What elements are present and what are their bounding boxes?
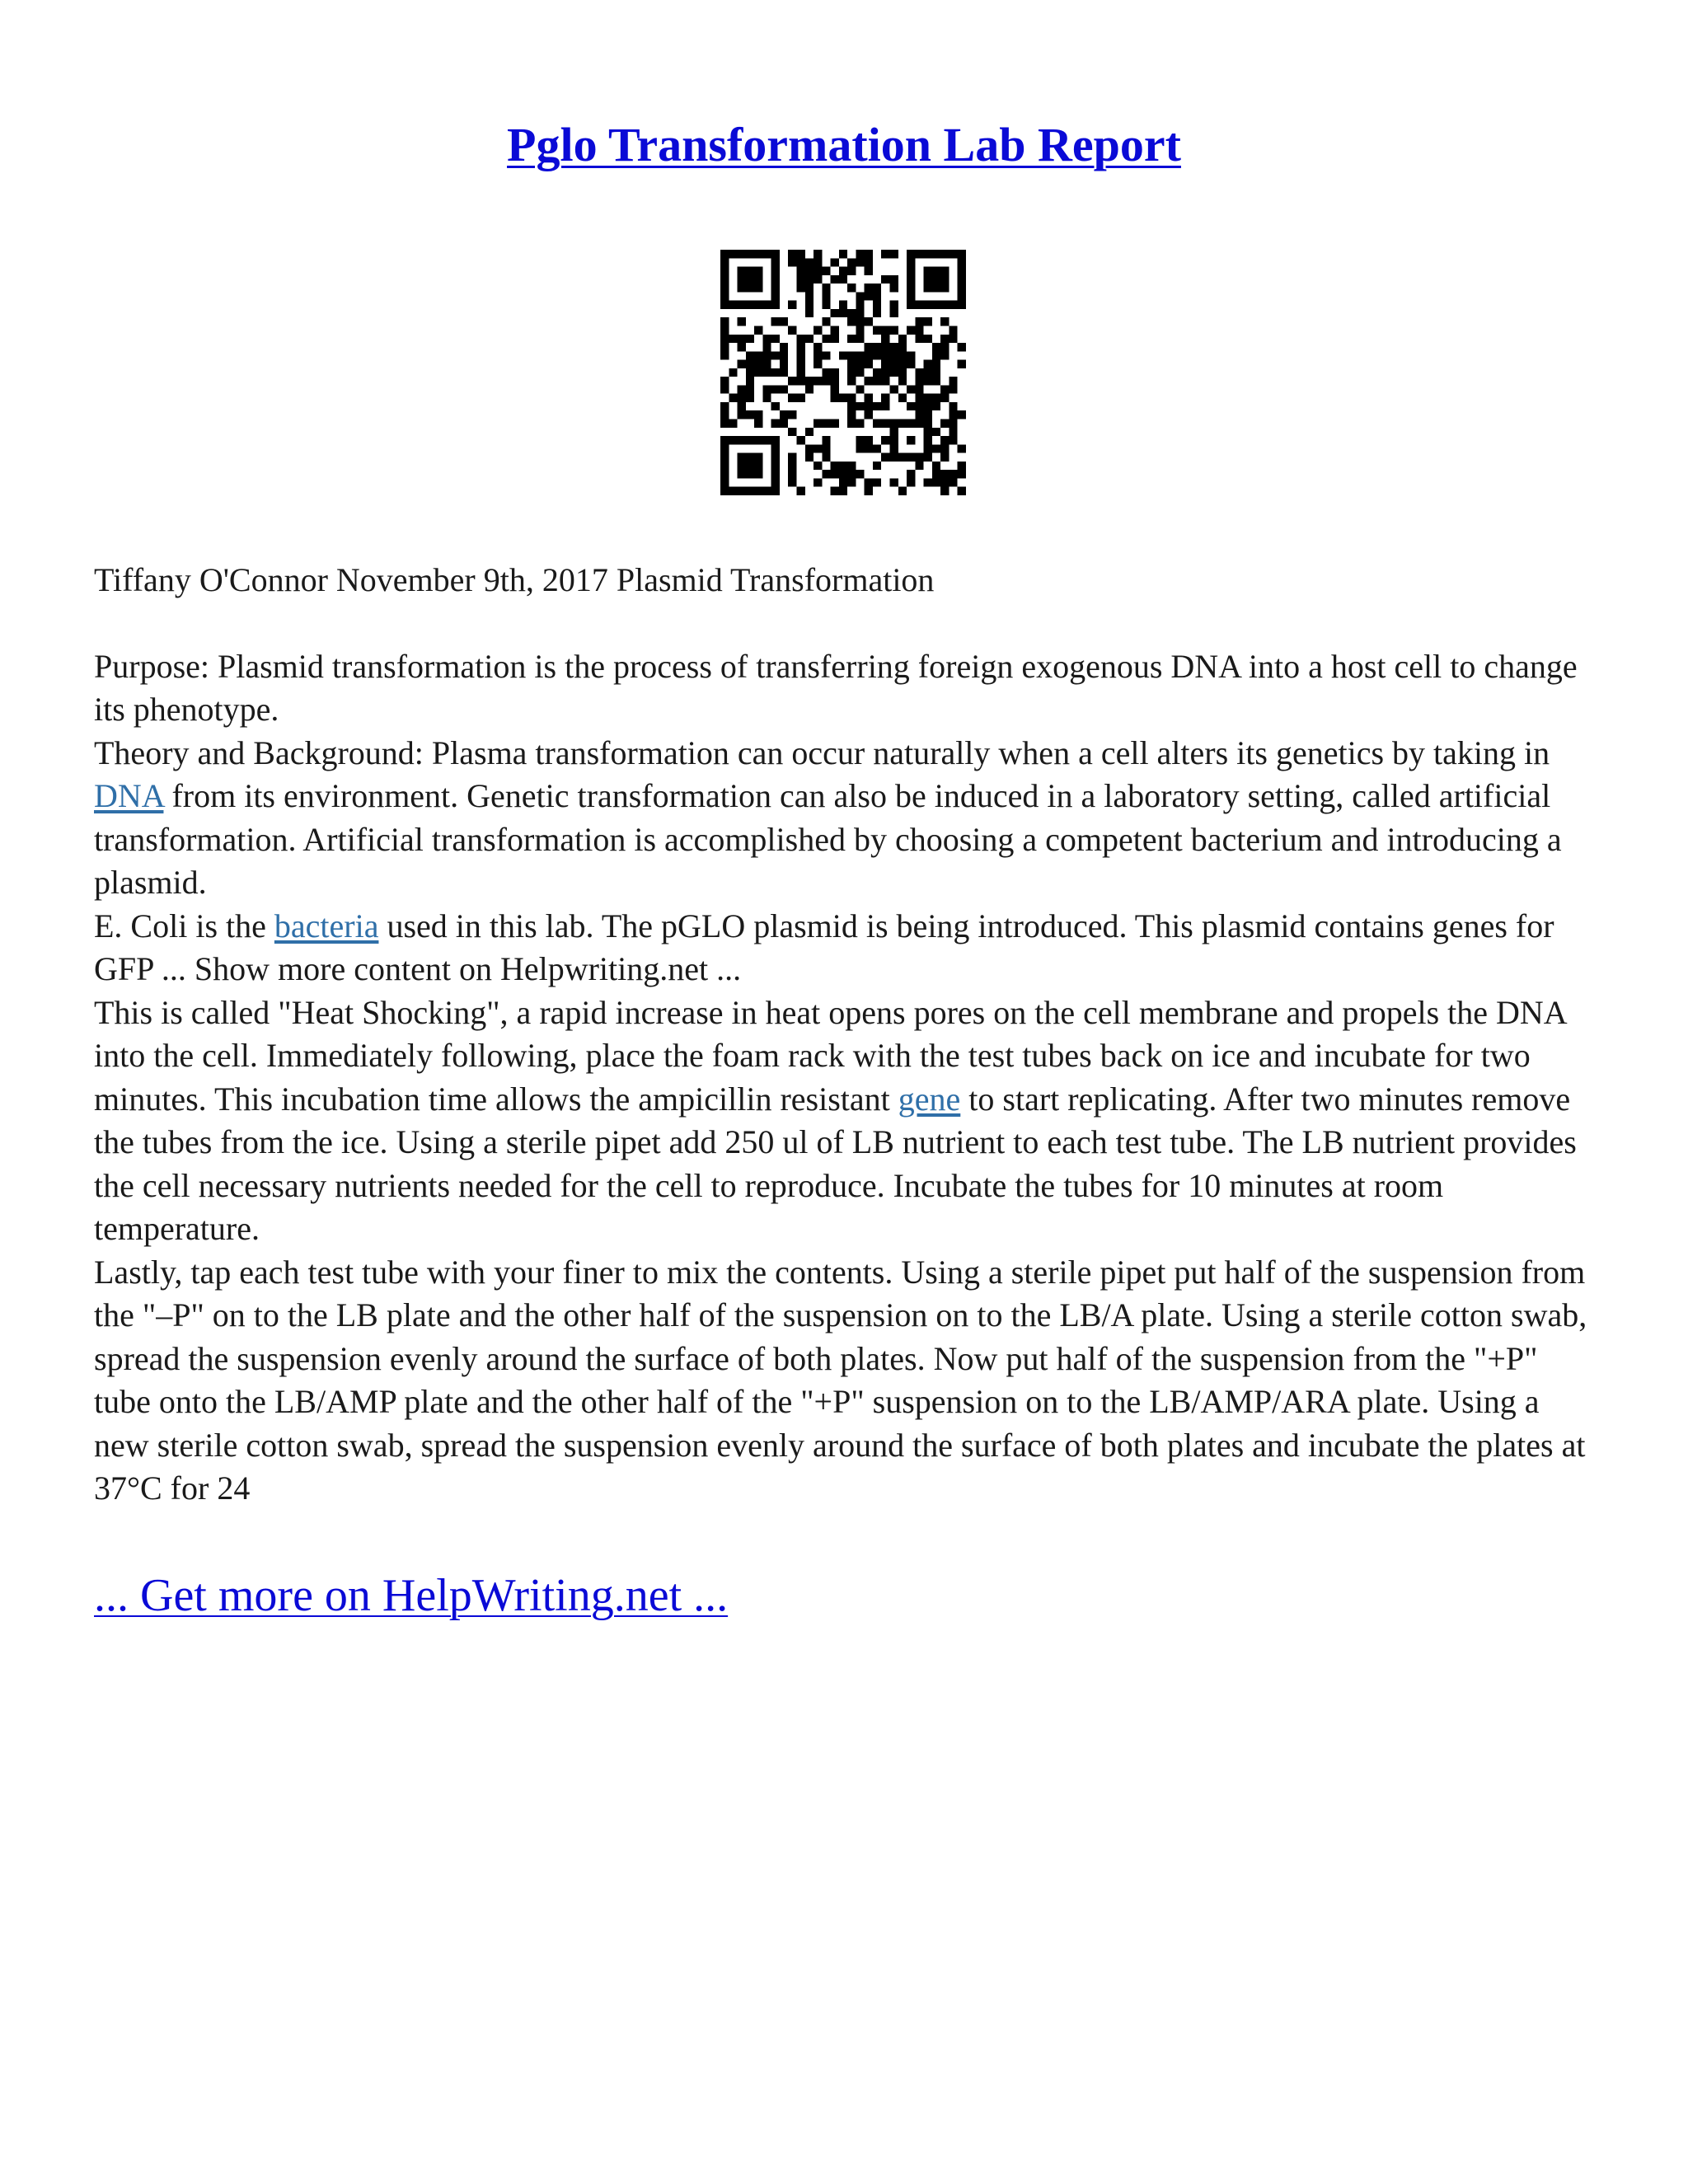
title-link[interactable]: Pglo Transformation Lab Report [507, 118, 1181, 171]
lastly-paragraph: Lastly, tap each test tube with your finer to mix the contents. Using a sterile pipet put half of the suspension from the "–P" on to the LB plate and the other half of the suspension on to the LB/A plate. Using a sterile cotton swab, spread the suspension evenly around the surface of both plates. Now put half of the suspension from the "+P" tube onto the LB/AMP plate and the other half of the "+P" suspension on to the LB/AMP/ARA plate. Using a new sterile cotton swab, spread the suspension evenly around the surface of both plates and incubate the plates at 37°C for 24 [94, 1253, 1587, 1507]
theory-text-end: from its environment. Genetic transformation can also be induced in a laboratory setting, called artificial transformation. Artificial transformation is accomplished by choosing a competent bacterium and introducing a plasmid. [94, 777, 1562, 901]
byline: Tiffany O'Connor November 9th, 2017 Plasmid Transformation [94, 561, 935, 598]
ecoli-paragraph [94, 905, 1602, 991]
heat-shock-text-end: to start replicating. After two minutes remove the tubes from the ice. Using a sterile pipet add 250 ul of LB nutrient to each test tube. The LB nutrient provides the cell necessary nutrients needed for the cell to reproduce. Incubate the tubes for 10 minutes at room temperature. [94, 1080, 1577, 1247]
ecoli-text-start: E. Coli is the [94, 907, 274, 944]
get-more-link-container [94, 1568, 728, 1624]
heat-shock-paragraph [94, 991, 1602, 1251]
purpose-paragraph: Purpose: Plasmid transformation is the process of transferring foreign exogenous DNA into a host cell to change its phenotype. [94, 647, 1578, 728]
page-title [0, 115, 1688, 175]
heat-shock-text-start: This is called "Heat Shocking", a rapid increase in heat opens pores on the cell membrane and propels the DNA into the cell. Immediately following, place the foam rack with the test tubes back on ice and incubate for two minutes. This incubation time allows the ampicillin resistant [94, 993, 1566, 1118]
document-body [94, 559, 1602, 1511]
ecoli-text-end: used in this lab. The pGLO plasmid is being introduced. This plasmid contains genes for GFP ... Show more content on Helpwriting.net ... [94, 907, 1554, 987]
dna-link[interactable]: DNA [94, 777, 164, 814]
gene-link[interactable]: gene [898, 1080, 961, 1118]
theory-paragraph [94, 732, 1602, 905]
get-more-link[interactable]: ... Get more on HelpWriting.net ... [94, 1570, 729, 1621]
bacteria-link[interactable]: bacteria [274, 907, 379, 944]
qr-code-icon [720, 250, 966, 495]
theory-text-start: Theory and Background: Plasma transformation can occur naturally when a cell alters its genetics by taking in [94, 733, 1550, 771]
